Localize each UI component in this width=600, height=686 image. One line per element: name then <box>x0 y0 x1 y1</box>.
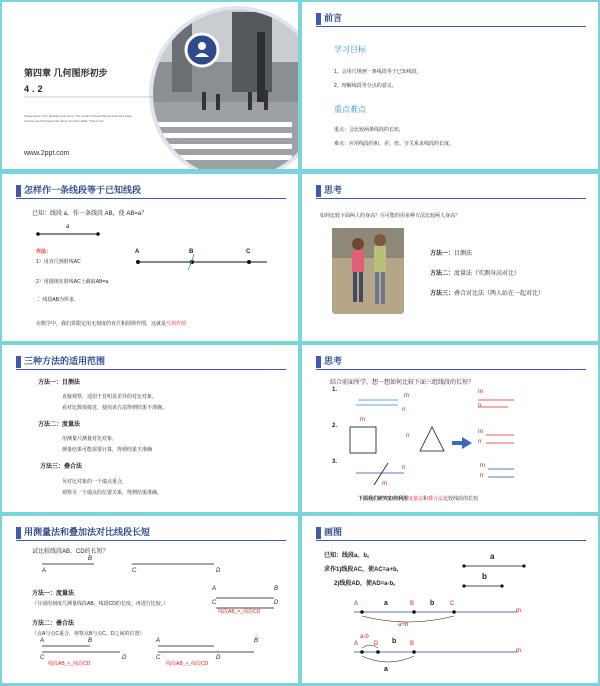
result-equal: 线段AB_=_线段CD <box>218 609 261 615</box>
group-2-label: 2. <box>332 423 338 429</box>
header-title: 前言 <box>324 13 343 23</box>
label-a-plus-b: a+b <box>398 622 409 628</box>
slide-header <box>2 345 298 371</box>
method-1-desc: （分别用刻度尺测量线段AB、线段CD的长度，再进行比较。） <box>32 601 169 607</box>
label-b: b <box>430 600 435 607</box>
header-title: 用测量法和叠加法对比线段长短 <box>24 527 151 537</box>
task-1: 求作1)线段AC，使AC=a+b， <box>324 567 403 573</box>
note: 下面我们研究如何利用度量法和叠合法比较线段的长短 <box>358 496 479 502</box>
slide-cover[interactable] <box>2 2 298 169</box>
label-n: n <box>402 465 406 471</box>
slide-height[interactable] <box>302 174 598 341</box>
cover-subtitle: 4.2 <box>24 84 46 94</box>
label-a: a <box>384 666 388 673</box>
point-B: B <box>88 638 93 644</box>
label-m: m <box>516 608 521 614</box>
cover-title: 第四章 几何图形初步 <box>24 68 108 78</box>
method-3: 方法三：叠合对比法（两人站在一起对比） <box>430 291 545 297</box>
point-A: A <box>212 586 217 592</box>
label-n: n <box>402 407 406 413</box>
point-D: D <box>122 655 127 661</box>
problem-text: 已知：线段 a，作一条线段 AB，使 AB=a？ <box>32 211 148 217</box>
cover-url[interactable]: www.2ppt.com <box>24 150 70 157</box>
method-1-a: 直接观察，适用于有明显差异的对比对象， <box>62 394 158 400</box>
label-a: a <box>66 224 70 230</box>
label-b: b <box>392 638 397 645</box>
point-D: D <box>274 600 279 606</box>
drawing-diagram <box>302 516 598 683</box>
compare-diagram <box>302 345 598 512</box>
point-C: C <box>450 601 455 607</box>
group-3-label: 3. <box>332 459 338 465</box>
point-B: B <box>410 601 415 607</box>
task-2: 2)线段AD，使AD=a-b。 <box>334 581 400 587</box>
point-B: B <box>274 586 279 592</box>
point-C: C <box>156 655 161 661</box>
point-C: C <box>212 600 217 606</box>
label-n: n <box>480 473 484 479</box>
note: 在数学中，我们常限定用无刻度的直尺和圆规作图，这就是尺规作图 <box>36 321 187 327</box>
point-A: A <box>42 568 47 574</box>
question: 如何比较下面两人的身高？尽可能的用多种方法比较两人身高？ <box>320 213 461 219</box>
header-title: 思考 <box>324 185 343 195</box>
label-b: b <box>482 572 487 581</box>
step-3: ∴ 线段AB为所求. <box>36 297 76 303</box>
point-B: B <box>88 556 93 562</box>
point-B: B <box>254 638 259 644</box>
point-A: A <box>354 641 359 647</box>
result-greater: 线段AB_>_线段CD <box>166 661 209 667</box>
slide-compare[interactable] <box>302 345 598 512</box>
cover-desc-1: Please Enter Your Detailed Text Here, The Content Should Be Concise And Clear, <box>24 114 133 118</box>
method-2-a: 用测量尺测量对比对象， <box>62 436 118 442</box>
point-A: A <box>156 638 161 644</box>
label-m: m <box>480 463 485 469</box>
step-1: 1）用直尺画射线AC <box>36 259 81 265</box>
method-1-b: 看对比数值接近，使用该方法得到结果不准确。 <box>62 405 168 411</box>
known: 已知：线段a、b。 <box>324 553 374 559</box>
slide-drawing[interactable] <box>302 516 598 683</box>
method-label: 作法： <box>36 249 52 255</box>
label-a-minus-b: a-b <box>360 634 369 640</box>
slide-scope[interactable] <box>2 345 298 512</box>
label-n: n <box>406 433 410 439</box>
point-B: B <box>189 249 194 255</box>
question: 试比较线段AB，CD的长短？ <box>32 549 109 555</box>
point-A: A <box>135 249 140 255</box>
method-2: 方法二：度量法（实测身高对比） <box>430 271 521 277</box>
label-m: m <box>516 648 521 654</box>
point-C: C <box>246 249 251 255</box>
key-title: 重点难点 <box>334 105 366 114</box>
label-a: a <box>384 600 388 607</box>
step-2: 2）用圆规在射线AC上截取AB=a. <box>36 279 110 285</box>
method-1: 方法一：目测法 <box>38 380 81 386</box>
key-item-2: 难点：应用线段的和、差、倍、分关系求线段的长度。 <box>334 141 455 147</box>
label-m: m <box>360 417 365 423</box>
label-a: a <box>490 552 495 561</box>
point-C: C <box>132 568 137 574</box>
point-B: B <box>410 641 415 647</box>
method-3-b: 观察另一个端点的位置关系，得到结果准确。 <box>62 490 163 496</box>
label-m: m <box>478 429 483 435</box>
header-title: 怎样作一条线段等于已知线段 <box>24 185 142 195</box>
kids-photo <box>302 174 598 341</box>
method-1: 方法一：目测法 <box>430 251 473 257</box>
slide-header <box>302 2 598 28</box>
label-n: n <box>478 439 482 445</box>
point-A: A <box>40 638 45 644</box>
slide-construct[interactable] <box>2 174 298 341</box>
method-3: 方法三：叠合法 <box>40 464 83 470</box>
cover-graphic <box>2 2 298 169</box>
group-1-label: 1. <box>332 387 338 393</box>
point-A: A <box>354 601 359 607</box>
header-title: 思考 <box>324 356 343 366</box>
point-D: D <box>216 655 221 661</box>
method-1: 方法一：度量法 <box>32 591 75 597</box>
label-m: m <box>382 481 387 487</box>
method-3-a: 另对比对象的一个端点重合， <box>62 479 128 485</box>
point-D: D <box>216 568 221 574</box>
question: 结合前面所学，想一想如何比较下面三组线段的长短？ <box>330 380 475 386</box>
method-2-b: 测量结果可能需要计算，得到结果不准确 <box>62 447 153 453</box>
point-C: C <box>40 655 45 661</box>
label-m: m <box>478 389 483 395</box>
cover-desc-2: Concise And Not Need Too Much Text Per Slide. Thank You! <box>24 119 105 123</box>
result-less: 线段AB_<_线段CD <box>48 661 91 667</box>
label-n: n <box>478 403 482 409</box>
slide-preface[interactable] <box>302 2 598 169</box>
method-2: 方法二：叠合法 <box>32 621 75 627</box>
label-m: m <box>404 393 409 399</box>
header-title: 三种方法的适用范围 <box>24 356 106 366</box>
header-title: 画图 <box>324 527 343 537</box>
method-2-desc: （点A与点C重合，观察点B与点C、D之间的位置） <box>32 631 145 637</box>
key-item-1: 重点：会比较两条线段的长短， <box>334 127 405 133</box>
goal-item-1: 1、会用尺规画一条线段等于已知线段， <box>334 69 422 75</box>
goal-item-2: 2、理解线段等分点的意义。 <box>334 83 397 89</box>
slide-measure-overlap[interactable] <box>2 516 298 683</box>
point-D: D <box>374 641 379 647</box>
method-2: 方法二：度量法 <box>38 422 81 428</box>
goal-title: 学习目标 <box>334 45 366 54</box>
